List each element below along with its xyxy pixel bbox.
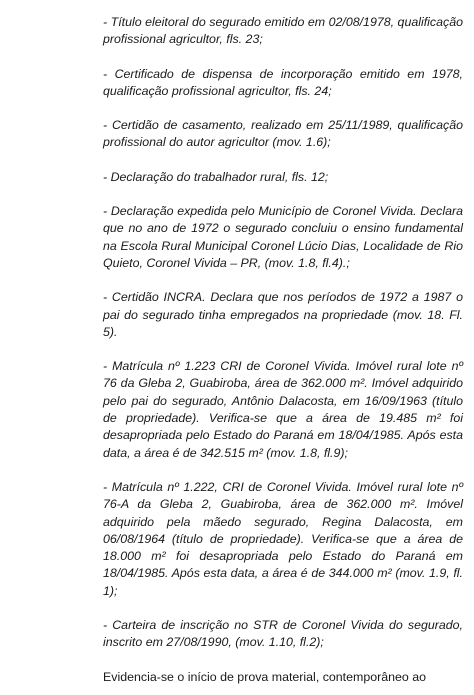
evidence-item-str-card: - Carteira de inscrição no STR de Coronel Vivida do segurado, inscrito em 27/08/1990, (mov. 1.10, fl.2); [103,618,463,650]
evidence-item-registry-1222: - Matrícula nº 1.222, CRI de Coronel Vivida. Imóvel rural lote nº 76-A da Gleba 2, Guabiroba, área de 362.000 m². Imóvel adquirido pela mãedo segurado, Regina Dalacosta, em 06/08/1964 (título de propriedade). Verifica-se que a área de 18.000 m² foi desapropriada pelo Estado do Paraná em 18/04/1985. Após esta data, a área é de 344.000 m² (mov. 1.9, fl. 1); [103,479,463,598]
evidence-item-military-certificate: - Certificado de dispensa de incorporação emitido em 1978, qualificação profissional agricultor, fls. 24; [103,66,463,98]
document-body [103,14,463,686]
evidence-item-voter-title: - Título eleitoral do segurado emitido em 02/08/1978, qualificação profissional agricultor, fls. 23; [103,15,463,47]
evidence-item-municipality-declaration: - Declaração expedida pelo Município de Coronel Vivida. Declara que no ano de 1972 o segurado concluiu o ensino fundamental na Escola Rural Municipal Coronel Lúcio Dias, Localidade de Rio Quieto, Coronel Vivida – PR, (mov. 1.8, fl.4).; [103,204,463,270]
evidence-item-rural-worker-declaration: - Declaração do trabalhador rural, fls. 12; [103,169,329,184]
conclusion-paragraph: Evidencia-se o início de prova material, contemporâneo ao [103,669,427,684]
evidence-item-marriage-certificate: - Certidão de casamento, realizado em 25/11/1989, qualificação profissional do autor agricultor (mov. 1.6); [103,118,463,150]
evidence-item-incra-certificate: - Certidão INCRA. Declara que nos períodos de 1972 a 1987 o pai do segurado tinha empregados na propriedade (mov. 18. Fl. 5). [103,290,463,339]
evidence-item-registry-1223: - Matrícula nº 1.223 CRI de Coronel Vivida. Imóvel rural lote nº 76 da Gleba 2, Guabiroba, área de 362.000 m². Imóvel adquirido pelo pai do segurado, Antônio Dalacosta, em 16/09/1963 (título de propriedade). Verifica-se que a área de 19.485 m² foi desapropriada pelo Estado do Paraná em 18/04/1985. Após esta data, a área é de 342.515 m² (mov. 1.8, fl.9); [103,359,463,460]
